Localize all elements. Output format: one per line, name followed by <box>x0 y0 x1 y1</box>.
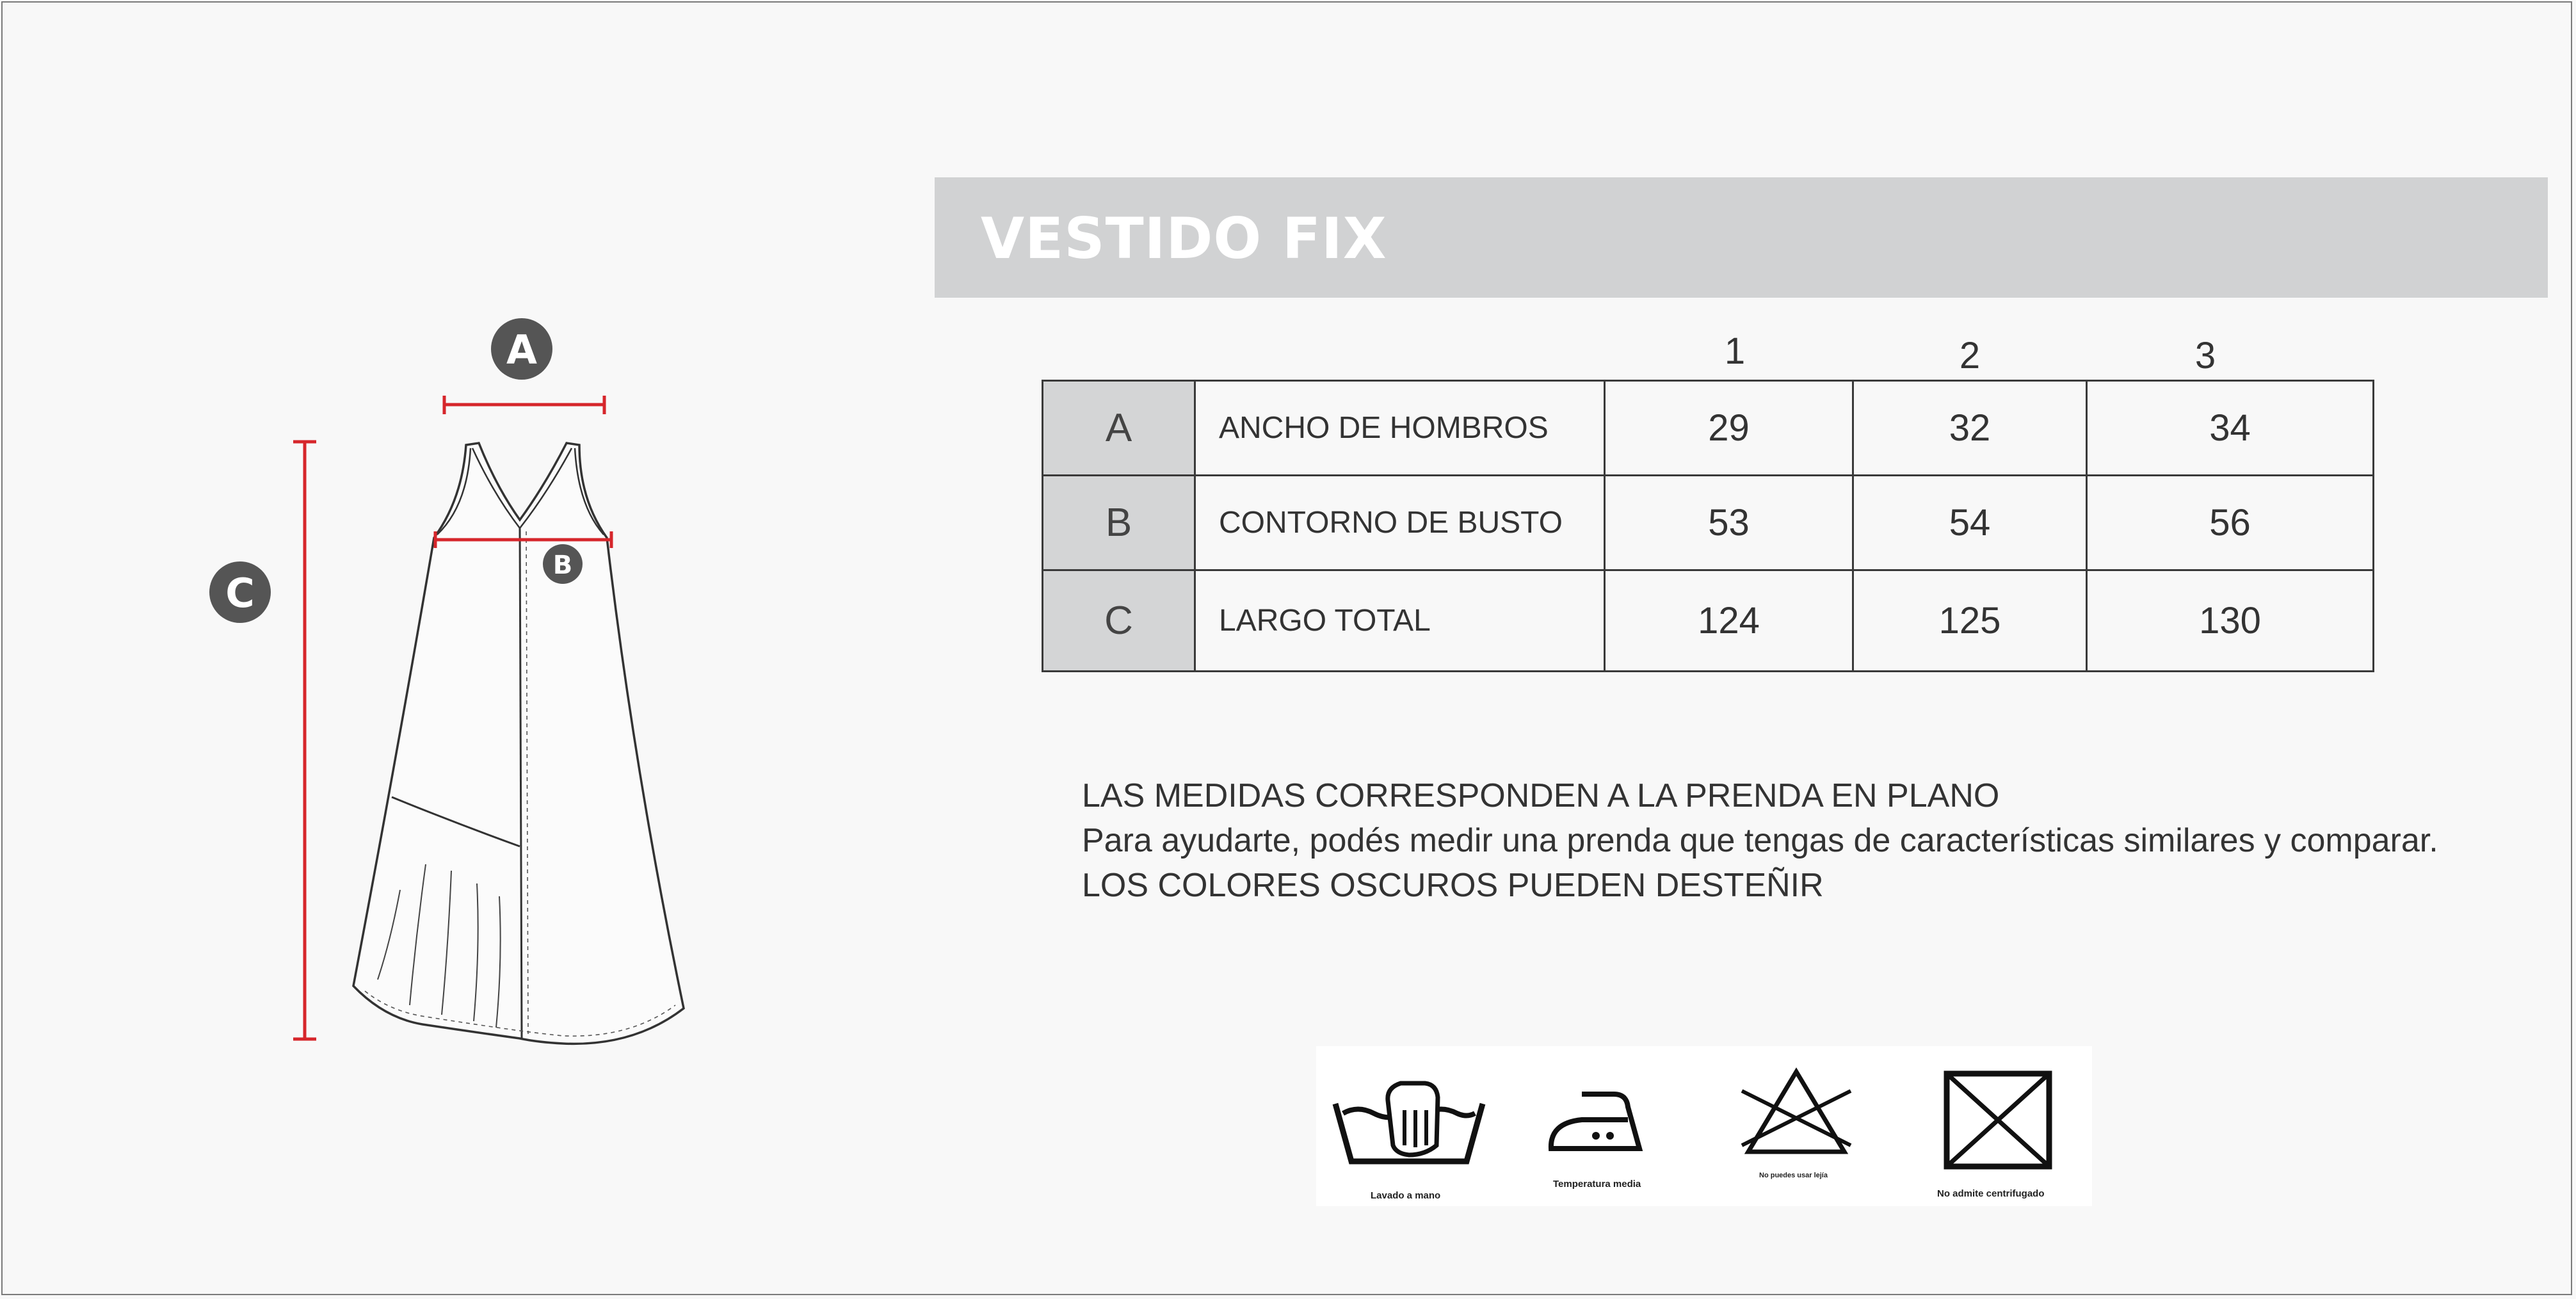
size-table <box>1042 380 2374 672</box>
no-bleach-icon <box>1735 1062 1857 1165</box>
note-line: Para ayudarte, podés medir una prenda que tengas de características similares y comparar. <box>1082 822 2438 859</box>
row-label: ANCHO DE HOMBROS <box>1195 381 1605 476</box>
svg-text:B: B <box>552 551 573 580</box>
care-panel <box>1316 1046 2092 1206</box>
care-label: Temperatura media <box>1553 1179 1641 1190</box>
hand-wash-icon <box>1329 1065 1489 1174</box>
cell-value: 56 <box>2087 476 2374 570</box>
table-row <box>1043 570 2374 672</box>
dress-outline <box>353 443 684 1044</box>
care-label: No puedes usar lejía <box>1759 1172 1828 1179</box>
iron-medium-icon <box>1543 1085 1652 1161</box>
row-letter: B <box>1043 476 1195 570</box>
notes-block <box>1082 773 2438 908</box>
no-tumble-dry-icon <box>1931 1069 2059 1171</box>
page-title: VESTIDO FIX <box>981 206 1387 271</box>
badge-b <box>543 544 583 584</box>
row-label: CONTORNO DE BUSTO <box>1195 476 1605 570</box>
row-letter: C <box>1043 570 1195 672</box>
cell-value: 53 <box>1605 476 1853 570</box>
badge-c <box>209 561 271 623</box>
svg-text:A: A <box>506 327 537 373</box>
row-label: LARGO TOTAL <box>1195 570 1605 672</box>
care-label: Lavado a mano <box>1371 1190 1441 1201</box>
measure-line-c <box>293 442 316 1039</box>
table-row <box>1043 476 2374 570</box>
title-banner <box>935 177 2548 298</box>
row-letter: A <box>1043 381 1195 476</box>
size-header-2: 2 <box>1959 335 1981 376</box>
table-row <box>1043 381 2374 476</box>
dress-drawing <box>0 0 768 1152</box>
note-line: LAS MEDIDAS CORRESPONDEN A LA PRENDA EN PLANO <box>1082 777 2000 814</box>
size-header-3: 3 <box>2194 335 2216 376</box>
size-header-1: 1 <box>1724 330 1746 372</box>
svg-text:C: C <box>225 570 255 617</box>
cell-value: 54 <box>1853 476 2087 570</box>
measure-line-a <box>444 396 604 414</box>
cell-value: 32 <box>1853 381 2087 476</box>
note-line: LOS COLORES OSCUROS PUEDEN DESTEÑIR <box>1082 867 1824 904</box>
care-label: No admite centrifugado <box>1937 1188 2045 1199</box>
cell-value: 130 <box>2087 570 2374 672</box>
cell-value: 125 <box>1853 570 2087 672</box>
badge-a <box>491 318 552 380</box>
cell-value: 34 <box>2087 381 2374 476</box>
cell-value: 29 <box>1605 381 1853 476</box>
cell-value: 124 <box>1605 570 1853 672</box>
